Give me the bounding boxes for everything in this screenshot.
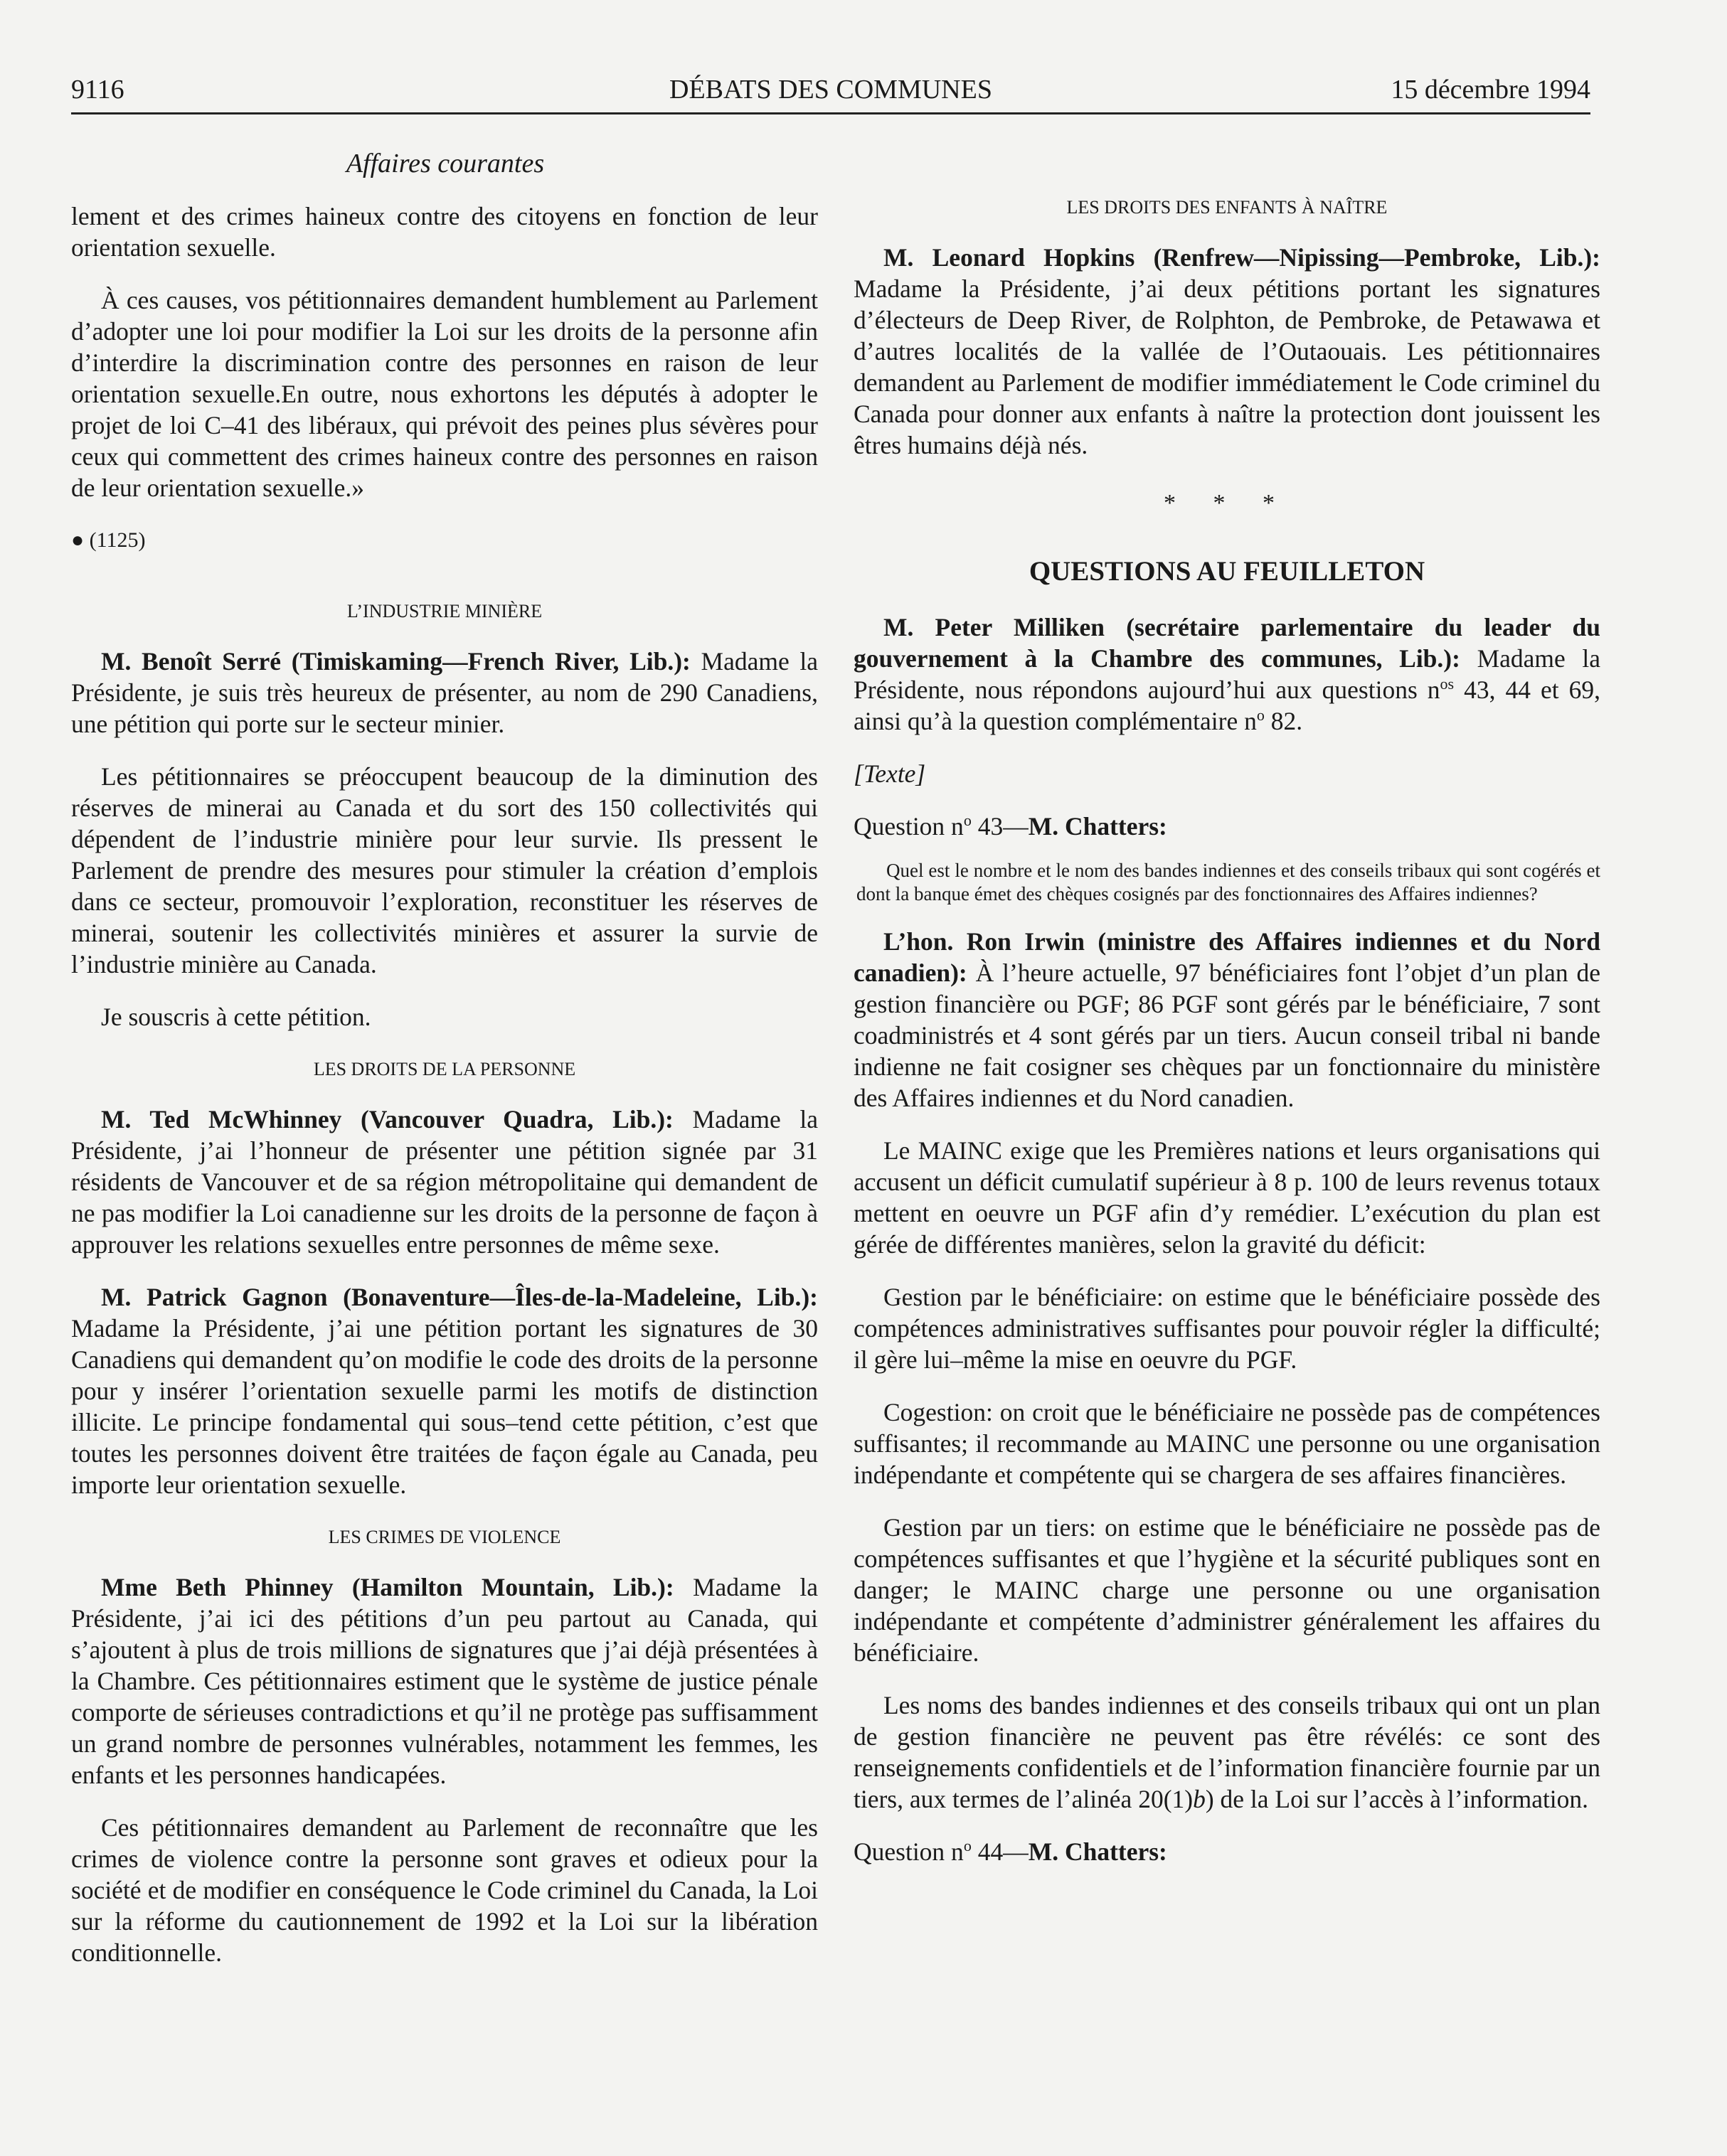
question-author: M. Chatters:: [1028, 1837, 1167, 1866]
question-prefix: Question n: [854, 1837, 964, 1866]
bullet-icon: ●: [71, 528, 85, 552]
running-head: Affaires courantes: [346, 149, 545, 178]
speech-text: Madame la Présidente, j’ai l’honneur de présenter une pétition signée par 31 résidents de Vancouver et de sa région métropolitaine qui demandent de ne pas modifier la Loi canadienne sur les droits de la personne de façon à approuver les relations sexuelles entre personnes de même sexe.: [71, 1105, 818, 1259]
paragraph: Je souscris à cette pétition.: [101, 1003, 371, 1031]
speech: [71, 1281, 818, 1500]
paragraph: Le MAINC exige que les Premières nations et leurs organisations qui accusent un déficit cumulatif supérieur à 8 p. 100 de leurs revenus totaux mettent en oeuvre un PGF afin d’y remédier. L’exécution du plan est gérée de différentes manières, selon la gravité du déficit:: [854, 1136, 1600, 1259]
section-separator: * * *: [1164, 490, 1290, 516]
speaker-name: M. Patrick Gagnon (Bonaventure—Îles-de-la-Madeleine, Lib.):: [101, 1283, 818, 1311]
question-heading: [854, 1836, 1600, 1867]
speech-text: Madame la Présidente, j’ai une pétition portant les signatures de 30 Canadiens qui demandent qu’on modifie le code des droits de la personne pour y insérer l’orientation sexuelle parmi les motifs de distinction illicite. Le principe fondamental qui sous–tend cette pétition, c’est que toutes les personnes doivent être traitées de façon égale au Canada, peu importe leur orientation sexuelle.: [71, 1314, 818, 1499]
paragraph: lement et des crimes haineux contre des citoyens en fonction de leur orientation sexuelle.: [71, 202, 818, 262]
speech: [71, 646, 818, 740]
page-number: 9116: [71, 75, 124, 105]
question-heading: [854, 811, 1600, 842]
paragraph-italic: b: [1193, 1785, 1206, 1813]
paragraph: Ces pétitionnaires demandent au Parlement de reconnaître que les crimes de violence contre la personne sont graves et odieux pour la société et de modifier en conséquence le Code criminel du Canada, la Loi sur la réforme du cautionnement de 1992 et la Loi sur la libération conditionnelle.: [71, 1813, 818, 1967]
speech-text: 43, 44 et 69, ainsi qu’à la question complémentaire n: [854, 676, 1600, 735]
speaker-name: L’hon. Ron Irwin (ministre des Affaires indiennes et du Nord canadien):: [854, 927, 1600, 987]
speech-text: Madame la Présidente, je suis très heureux de présenter, au nom de 290 Canadiens, une pétition qui porte sur le secteur minier.: [71, 647, 819, 738]
header-rule: [71, 112, 1590, 114]
paragraph: Gestion par un tiers: on estime que le bénéficiaire ne possède pas de compétences suffisantes et que l’hygiène et la sécurité publiques sont en danger; le MAINC charge une personne ou une organisation indépendante et compétente d’administrer généralement les affaires du bénéficiaire.: [854, 1513, 1600, 1667]
speech: [71, 1571, 818, 1791]
superscript: o: [1256, 706, 1265, 725]
speech: [71, 1104, 818, 1260]
superscript: o: [963, 1837, 972, 1855]
speaker-name: M. Benoît Serré (Timiskaming—French River, Lib.):: [101, 647, 691, 676]
question-text: Quel est le nombre et le nom des bandes indiennes et des conseils tribaux qui sont cogérés et dont la banque émet des chèques cosignés par des fonctionnaires des Affaires indiennes?: [856, 860, 1600, 904]
speaker-name: Mme Beth Phinney (Hamilton Mountain, Lib.):: [101, 1573, 674, 1601]
publication-title: DÉBATS DES COMMUNES: [669, 75, 992, 105]
speech-text: Madame la Présidente, j’ai ici des pétitions d’un peu partout au Canada, qui s’ajoutent à plus de trois millions de signatures que j’ai déjà présentées à la Chambre. Ces pétitionnaires estiment que le système de justice pénale comporte de sérieuses contradictions et qu’il ne protège pas suffisamment un grand nombre de personnes vulnérables, notamment les femmes, les enfants et les personnes handicapées.: [71, 1573, 818, 1789]
speech: [854, 242, 1600, 461]
superscript: o: [963, 811, 972, 830]
section-heading: LES CRIMES DE VIOLENCE: [328, 1527, 561, 1547]
speaker-name: M. Leonard Hopkins (Renfrew—Nipissing—Pembroke, Lib.):: [883, 243, 1600, 272]
page-header: [71, 74, 1590, 117]
paragraph: Gestion par le bénéficiaire: on estime que le bénéficiaire possède des compétences administratives suffisantes pour pouvoir régler la difficulté; il gère lui–même la mise en oeuvre du PGF.: [854, 1283, 1600, 1374]
speech-text: 82.: [1264, 707, 1303, 735]
speech-text: Madame la Présidente, nous répondons aujourd’hui aux questions n: [854, 644, 1600, 704]
time-stamp: [71, 525, 818, 556]
question-number: 43—: [971, 812, 1029, 840]
question-author: M. Chatters:: [1028, 812, 1167, 840]
superscript: os: [1440, 675, 1455, 693]
speaker-name: M. Ted McWhinney (Vancouver Quadra, Lib.):: [101, 1105, 674, 1133]
right-column: [854, 192, 1600, 1884]
section-heading: LES DROITS DE LA PERSONNE: [313, 1059, 576, 1079]
question-prefix: Question n: [854, 812, 964, 840]
paragraph-text: ) de la Loi sur l’accès à l’information.: [1205, 1785, 1589, 1813]
texte-marker: [Texte]: [854, 759, 926, 788]
left-column: [71, 201, 818, 1990]
speaker-name: M. Peter Milliken (secrétaire parlementaire du leader du gouvernement à la Chambre des communes, Lib.):: [854, 613, 1600, 673]
speech: [854, 926, 1600, 1114]
main-heading: QUESTIONS AU FEUILLETON: [1029, 556, 1425, 587]
paragraph: À ces causes, vos pétitionnaires demandent humblement au Parlement d’adopter une loi pour modifier la Loi sur les droits de la personne afin d’interdire la discrimination contre des personnes en raison de leur orientation sexuelle.En outre, nous exhortons les députés à adopter le projet de loi C–41 des libéraux, qui prévoit des peines plus sévères pour ceux qui commettent des crimes haineux contre des personnes en raison de leur orientation sexuelle.»: [71, 286, 818, 502]
paragraph-text: Les noms des bandes indiennes et des conseils tribaux qui ont un plan de gestion financière ne peuvent pas être révélés: ce sont des renseignements confidentiels et de l’information financière fournie par un tiers, aux termes de l’alinéa 20(1): [854, 1691, 1600, 1813]
paragraph: Cogestion: on croit que le bénéficiaire ne possède pas de compétences suffisantes; il recommande au MAINC une personne ou une organisation indépendante et compétente qui se chargera de ses affaires financières.: [854, 1398, 1600, 1489]
question-number: 44—: [971, 1837, 1029, 1866]
time-text: (1125): [89, 528, 146, 552]
section-heading: L’INDUSTRIE MINIÈRE: [346, 601, 543, 621]
paragraph: Les pétitionnaires se préoccupent beaucoup de la diminution des réserves de minerai au Canada et du sort des 150 collectivités qui dépendent de l’industrie minière pour leur survie. Ils pressent le Parlement de prendre des mesures pour stimuler la création d’emplois dans ce secteur, promouvoir l’exploration, reconstituer les réserves de minerai, soutenir les collectivités minières et assurer la survie de l’industrie minière au Canada.: [71, 762, 818, 978]
section-heading: LES DROITS DES ENFANTS À NAÎTRE: [1066, 197, 1388, 218]
speech: [854, 612, 1600, 737]
speech-text: À l’heure actuelle, 97 bénéficiaires font l’objet d’un plan de gestion financière ou PGF; 86 PGF sont gérés par le bénéficiaire, 7 sont coadministrés et 4 sont gérés par un tiers. Aucun conseil tribal ni bande indienne ne fait cosigner ses chèques par un fonctionnaire du ministère des Affaires indiennes et du Nord canadien.: [854, 959, 1600, 1112]
paragraph: [854, 1690, 1600, 1815]
speech-text: Madame la Présidente, j’ai deux pétitions portant les signatures d’électeurs de Deep River, de Rolphton, de Pembroke, de Petawawa et d’autres localités de la vallée de l’Outaouais. Les pétitionnaires demandent au Parlement de modifier immédiatement le Code criminel du Canada pour donner aux enfants à naître la protection dont jouissent les êtres humains déjà nés.: [854, 274, 1600, 459]
publication-date: 15 décembre 1994: [1391, 75, 1590, 105]
